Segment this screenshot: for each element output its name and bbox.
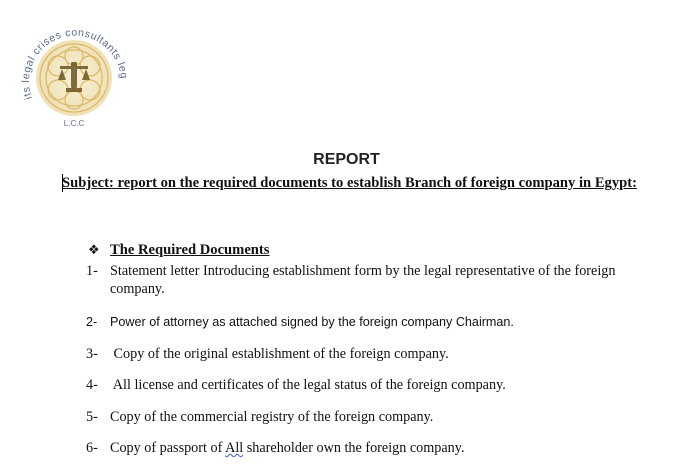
item-text-end: shareholder own the foreign company. (243, 440, 465, 456)
item-number: 3- (86, 346, 98, 362)
item-text-start: Copy of passport of (110, 440, 226, 456)
list-item (86, 376, 646, 394)
list-item (86, 313, 646, 331)
logo-arc-text: its legal crises consultants leg (19, 26, 130, 102)
subject-line: Subject: report on the required documents to establish Branch of foreign company in Egypt: (62, 175, 637, 191)
company-logo (14, 20, 132, 130)
section-heading-text: The Required Documents (110, 242, 270, 258)
item-number: 1- (86, 263, 98, 279)
item-text: Copy of the commercial registry of the foreign company. (110, 409, 434, 425)
list-item (86, 408, 646, 426)
logo-initials: L.C.C (63, 119, 85, 128)
item-text: All license and certificates of the legal status of the foreign company. (110, 377, 506, 393)
item-text (110, 439, 646, 457)
section-heading (88, 242, 269, 259)
list-item (86, 262, 646, 298)
item-text: Power of attorney as attached signed by the foreign company Chairman. (110, 315, 514, 329)
spellcheck-word: All (225, 440, 244, 456)
report-title: REPORT (313, 151, 380, 168)
list-item (86, 345, 646, 363)
diamond-bullet-icon: ❖ (88, 242, 100, 257)
item-text: Statement letter Introducing establishment form by the legal representative of the foreign company. (110, 263, 616, 297)
item-text: Copy of the original establishment of the foreign company. (110, 346, 449, 362)
list-item (86, 439, 646, 457)
item-number: 4- (86, 377, 98, 393)
item-number: 2- (86, 315, 98, 329)
item-number: 5- (86, 409, 98, 425)
item-number: 6- (86, 440, 98, 456)
